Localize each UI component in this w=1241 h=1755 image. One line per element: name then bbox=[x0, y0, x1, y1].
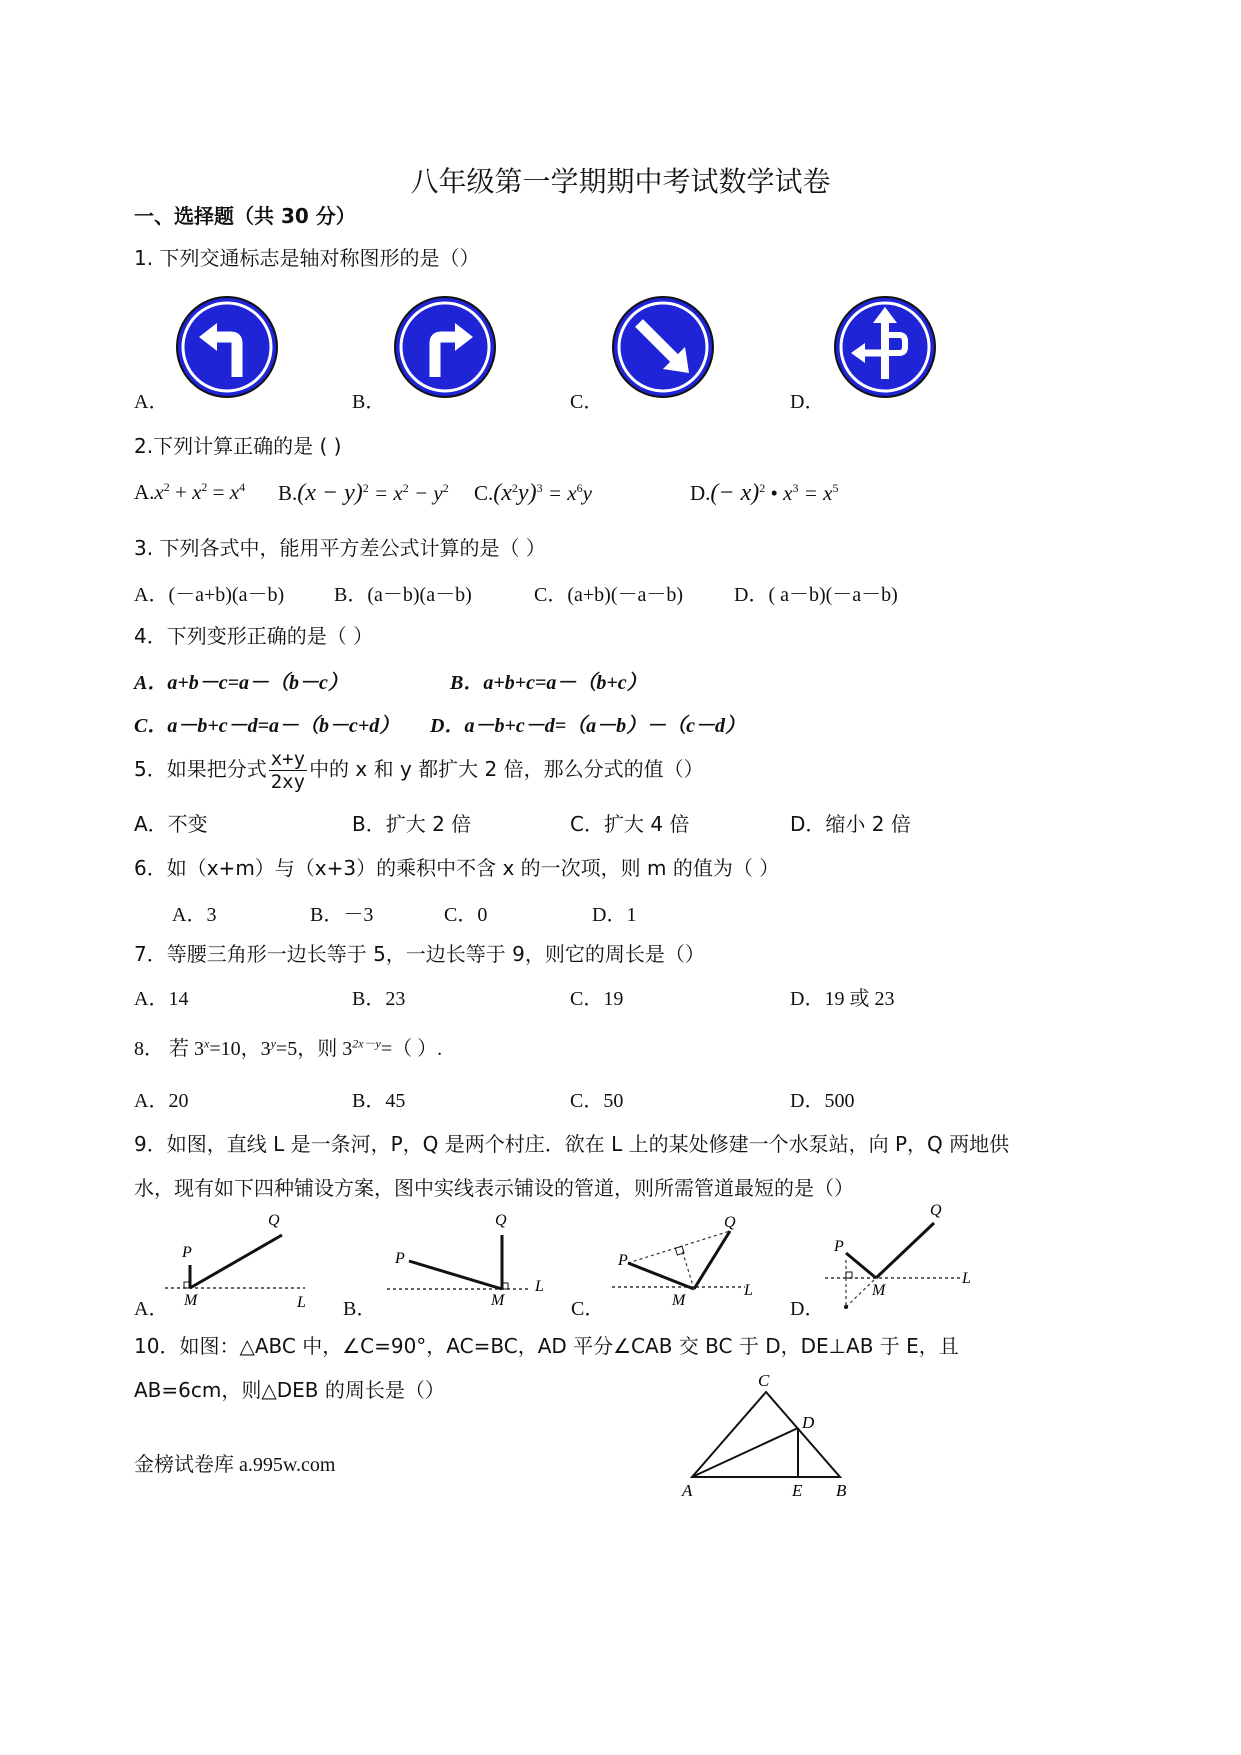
svg-text:E: E bbox=[792, 1481, 803, 1500]
q1-label-d: D． bbox=[790, 391, 825, 413]
straight-or-turn-sign-icon bbox=[833, 295, 937, 399]
q4-option-d: D．a－b+c－d=（a－b）－（c－d） bbox=[430, 715, 745, 737]
right-turn-sign-icon bbox=[393, 295, 497, 399]
q4-option-c: C．a－b+c－d=a－（b－c+d） bbox=[134, 715, 400, 737]
q1-label-b: B． bbox=[352, 391, 386, 413]
svg-text:M: M bbox=[184, 1292, 198, 1309]
q8-stem: 8． 若 $3^x=10$，$3^y=5$，则 $3^{2x-y}=$（ ）. bbox=[134, 1036, 443, 1060]
svg-text:M: M bbox=[872, 1282, 886, 1299]
q5-option-a: A．不变 bbox=[134, 812, 208, 836]
q5-stem: 5．如果把分式 $\frac{x+y}{2xy}$ 中的 x 和 y 都扩大 2 倍，那么分式的值（） bbox=[134, 748, 704, 793]
q4-option-a: A．a+b－c=a－（b－c） bbox=[134, 672, 348, 694]
footer-watermark: 金榜试卷库 a.995w.com bbox=[134, 1454, 336, 1476]
svg-text:C: C bbox=[758, 1372, 770, 1390]
q9-diagram-c bbox=[610, 1205, 770, 1310]
diagonal-arrow-sign-icon bbox=[611, 295, 715, 399]
q2-option-b: $B.(x - y)^2 = x^2 - y^2$ bbox=[278, 480, 449, 506]
q1-label-a: A． bbox=[134, 391, 169, 413]
left-turn-sign-icon bbox=[175, 295, 279, 399]
svg-text:Q: Q bbox=[724, 1214, 736, 1231]
q8-option-c: C．50 bbox=[570, 1090, 624, 1112]
q3-stem: 3. 下列各式中，能用平方差公式计算的是（ ） bbox=[134, 536, 546, 560]
svg-text:P: P bbox=[618, 1252, 628, 1269]
q4-option-b: B．a+b+c=a－（b+c） bbox=[450, 672, 647, 694]
q9-label-a: A． bbox=[134, 1298, 169, 1320]
q2-option-d: $D.(- x)^2$ • $x^3 = x^5$ bbox=[690, 480, 839, 506]
q7-option-d: D．19 或 23 bbox=[790, 988, 895, 1010]
svg-text:B: B bbox=[836, 1481, 847, 1500]
q3-option-d: D．( a－b)(－a－b) bbox=[734, 584, 898, 606]
q7-stem: 7．等腰三角形一边长等于 5，一边长等于 9，则它的周长是（） bbox=[134, 942, 705, 966]
q3-option-a: A．(－a+b)(a－b) bbox=[134, 584, 285, 606]
section-heading: 一、选择题（共 30 分） bbox=[134, 204, 356, 228]
svg-text:L: L bbox=[535, 1278, 544, 1295]
q10-stem-line1: 10．如图：△ABC 中，∠C=90°，AC=BC，AD 平分∠CAB 交 BC 于 D，DE⊥AB 于 E，且 bbox=[134, 1334, 959, 1358]
q7-option-c: C．19 bbox=[570, 988, 624, 1010]
svg-text:P: P bbox=[395, 1250, 405, 1267]
q6-option-a: A．3 bbox=[172, 904, 217, 926]
q9-diagram-d bbox=[820, 1195, 990, 1310]
q9-label-c: C． bbox=[571, 1298, 605, 1320]
svg-text:M: M bbox=[491, 1292, 505, 1309]
svg-text:P: P bbox=[182, 1244, 192, 1261]
q7-option-a: A．14 bbox=[134, 988, 189, 1010]
q5-option-b: B．扩大 2 倍 bbox=[352, 812, 472, 836]
q3-option-b: B．(a－b)(a－b) bbox=[334, 584, 472, 606]
svg-text:L: L bbox=[962, 1270, 971, 1287]
q9-stem-line2: 水，现有如下四种铺设方案，图中实线表示铺设的管道，则所需管道最短的是（） bbox=[134, 1176, 854, 1200]
q8-option-a: A．20 bbox=[134, 1090, 189, 1112]
svg-text:A: A bbox=[682, 1481, 693, 1500]
svg-text:Q: Q bbox=[268, 1212, 280, 1229]
svg-text:P: P bbox=[834, 1238, 844, 1255]
svg-text:Q: Q bbox=[495, 1212, 507, 1229]
q2-stem: 2.下列计算正确的是 ( ) bbox=[134, 434, 342, 458]
q6-stem: 6．如（x+m）与（x+3）的乘积中不含 x 的一次项，则 m 的值为（ ） bbox=[134, 856, 780, 880]
q1-stem: 1. 下列交通标志是轴对称图形的是（） bbox=[134, 246, 480, 270]
svg-text:L: L bbox=[297, 1294, 306, 1310]
q10-triangle-diagram bbox=[678, 1372, 858, 1502]
q5-fraction: $\frac{x+y}{2xy}$ bbox=[270, 748, 306, 793]
page-title: 八年级第一学期期中考试数学试卷 bbox=[410, 165, 831, 198]
q3-option-c: C．(a+b)(－a－b) bbox=[534, 584, 684, 606]
q10-stem-line2: AB=6cm，则△DEB 的周长是（） bbox=[134, 1378, 445, 1402]
q5-option-c: C．扩大 4 倍 bbox=[570, 812, 690, 836]
q9-diagram-b bbox=[385, 1205, 555, 1310]
svg-text:M: M bbox=[672, 1292, 686, 1309]
q9-label-d: D． bbox=[790, 1298, 825, 1320]
q4-stem: 4．下列变形正确的是（ ） bbox=[134, 624, 374, 648]
q6-option-d: D．1 bbox=[592, 904, 637, 926]
q9-label-b: B． bbox=[343, 1298, 377, 1320]
q1-label-c: C． bbox=[570, 391, 604, 413]
q2-option-a: $A.x^2 + x^2 = x^4$ bbox=[134, 480, 246, 504]
q8-option-d: D．500 bbox=[790, 1090, 855, 1112]
q5-option-d: D．缩小 2 倍 bbox=[790, 812, 911, 836]
svg-text:Q: Q bbox=[930, 1202, 942, 1219]
q2-option-c: $C.(x^2y)^3 = x^6y$ bbox=[474, 480, 592, 506]
q6-option-c: C．0 bbox=[444, 904, 488, 926]
svg-text:D: D bbox=[802, 1413, 815, 1432]
q8-option-b: B．45 bbox=[352, 1090, 406, 1112]
q6-option-b: B．－3 bbox=[310, 904, 374, 926]
q9-stem-line1: 9．如图，直线 L 是一条河，P，Q 是两个村庄．欲在 L 上的某处修建一个水泵站，向 P，Q 两地供 bbox=[134, 1132, 1010, 1156]
q7-option-b: B．23 bbox=[352, 988, 406, 1010]
q9-diagram-a bbox=[160, 1205, 320, 1310]
svg-text:L: L bbox=[744, 1282, 753, 1299]
